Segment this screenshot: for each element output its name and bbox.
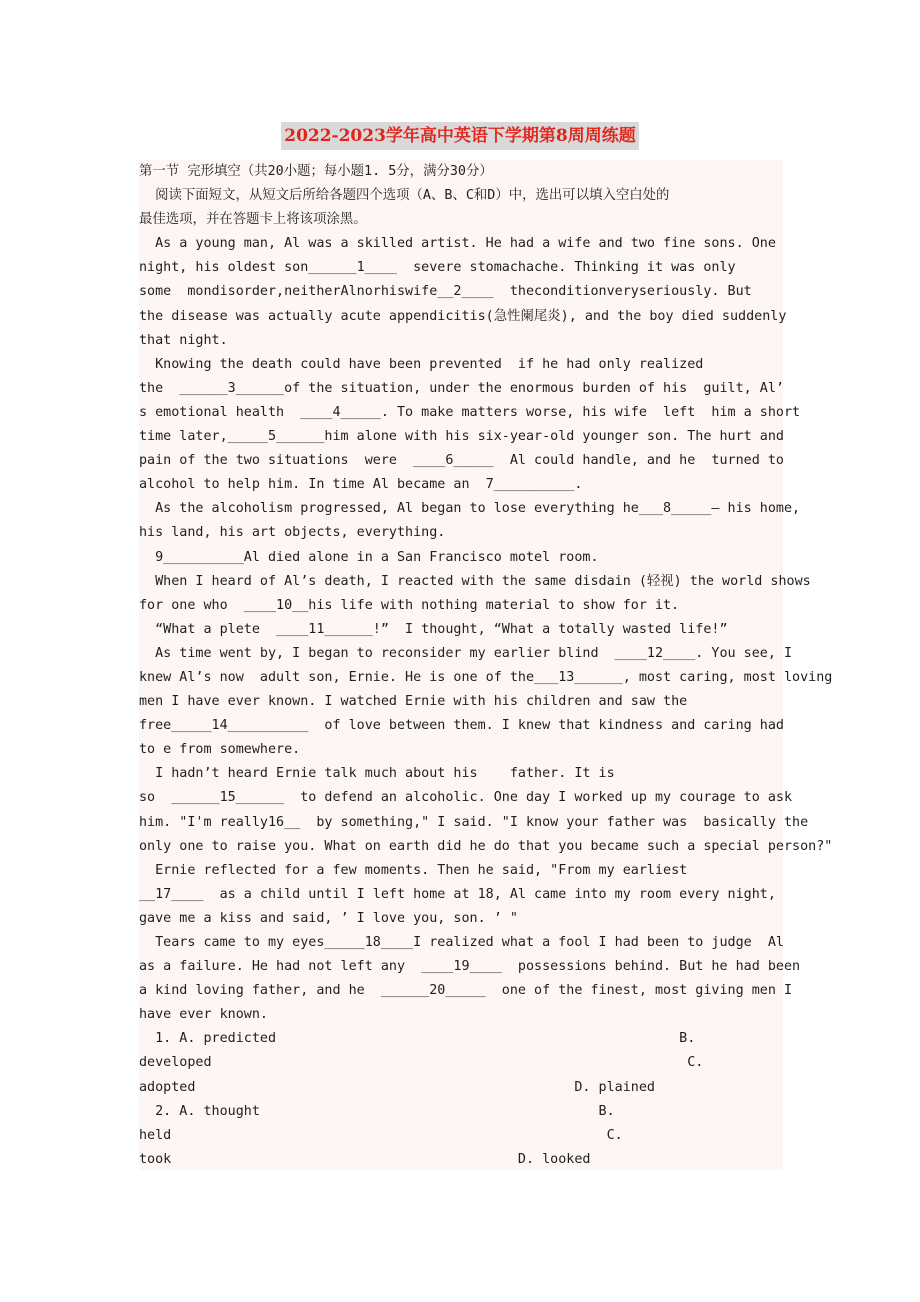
- text-line: took D. looked: [139, 1151, 591, 1167]
- text-line: developed C.: [139, 1055, 704, 1071]
- text-line: a kind loving father, and he ______20_____ one of the finest, most giving men I: [139, 983, 793, 999]
- text-line: 2. A. thought B.: [139, 1103, 615, 1119]
- page-title: [0, 122, 920, 150]
- text-line: night, his oldest son______1____ severe stomachache. Thinking it was only: [139, 260, 736, 276]
- text-line: When I heard of Al’s death, I reacted with the same disdain (轻视) the world shows: [139, 573, 811, 589]
- text-line: only one to raise you. What on earth did he do that you became such a special person?": [139, 838, 833, 854]
- text-line: Tears came to my eyes_____18____I realized what a fool I had been to judge Al: [139, 935, 784, 950]
- text-line: adopted D. plained: [139, 1079, 655, 1095]
- text-line: As a young man, Al was a skilled artist. He had a wife and two fine sons. One: [139, 236, 776, 252]
- text-line: to e from somewhere.: [139, 742, 301, 758]
- text-line: time later,_____5______him alone with his six-year-old younger son. The hurt and: [139, 429, 784, 445]
- text-line: I hadn’t heard Ernie talk much about his father. It is: [139, 766, 615, 782]
- text-line: 9__________Al died alone in a San Francisco motel room.: [139, 549, 599, 565]
- text-line: have ever known.: [139, 1007, 268, 1023]
- text-line: “What a plete ____11______!” I thought, “What a totally wasted life!”: [139, 621, 728, 637]
- text-line: knew Al’s now adult son, Ernie. He is one of the___13______, most caring, most loving: [139, 669, 833, 685]
- text-line: the ______3______of the situation, under the enormous burden of his guilt, Al’: [139, 380, 784, 396]
- text-line: free_____14__________ of love between them. I knew that kindness and caring had: [139, 718, 784, 734]
- text-line: 第一节 完形填空（共20小题；每小题1. 5分，满分30分）: [139, 164, 493, 179]
- text-line: __17____ as a child until I left home at 18, Al came into my room every night,: [139, 886, 776, 902]
- text-line: alcohol to help him. In time Al became an 7__________.: [139, 477, 583, 493]
- text-line: 1. A. predicted B.: [139, 1031, 696, 1047]
- title-text: 2022-2023学年高中英语下学期第8周周练题: [281, 122, 639, 150]
- text-line: as a failure. He had not left any ____19____ possessions behind. But he had been: [139, 959, 801, 975]
- text-line: held C.: [139, 1127, 623, 1143]
- text-line: Knowing the death could have been prevented if he had only realized: [139, 356, 704, 372]
- text-line: s emotional health ____4_____. To make matters worse, his wife left him a short: [139, 404, 801, 420]
- text-line: men I have ever known. I watched Ernie with his children and saw the: [139, 694, 688, 710]
- text-line: As time went by, I began to reconsider my earlier blind ____12____. You see, I: [139, 645, 793, 661]
- text-line: the disease was actually acute appendicitis(急性阑尾炎), and the boy died suddenly: [139, 308, 787, 324]
- text-line: him. "I'm really16__ by something," I said. "I know your father was basically the: [139, 814, 809, 830]
- text-line: his land, his art objects, everything.: [139, 525, 446, 541]
- text-line: As the alcoholism progressed, Al began to lose everything he___8_____— his home,: [139, 501, 801, 517]
- cloze-passage: [139, 160, 839, 1172]
- text-line: so ______15______ to defend an alcoholic. One day I worked up my courage to ask: [139, 790, 793, 806]
- text-line: Ernie reflected for a few moments. Then he said, "From my earliest: [139, 862, 688, 878]
- text-line: that night.: [139, 332, 228, 348]
- text-line: pain of the two situations were ____6_____ Al could handle, and he turned to: [139, 453, 784, 469]
- text-line: 最佳选项，并在答题卡上将该项涂黑。: [139, 212, 367, 228]
- text-line: some mondisorder,neitherAlnorhiswife__2____ theconditionveryseriously. But: [139, 284, 752, 300]
- text-line: for one who ____10__his life with nothing material to show for it.: [139, 597, 680, 613]
- text-line: gave me a kiss and said, ’ I love you, son. ’ ": [139, 910, 518, 926]
- text-line: 阅读下面短文，从短文后所给各题四个选项（A、B、C和D）中，选出可以填入空白处的: [139, 188, 670, 204]
